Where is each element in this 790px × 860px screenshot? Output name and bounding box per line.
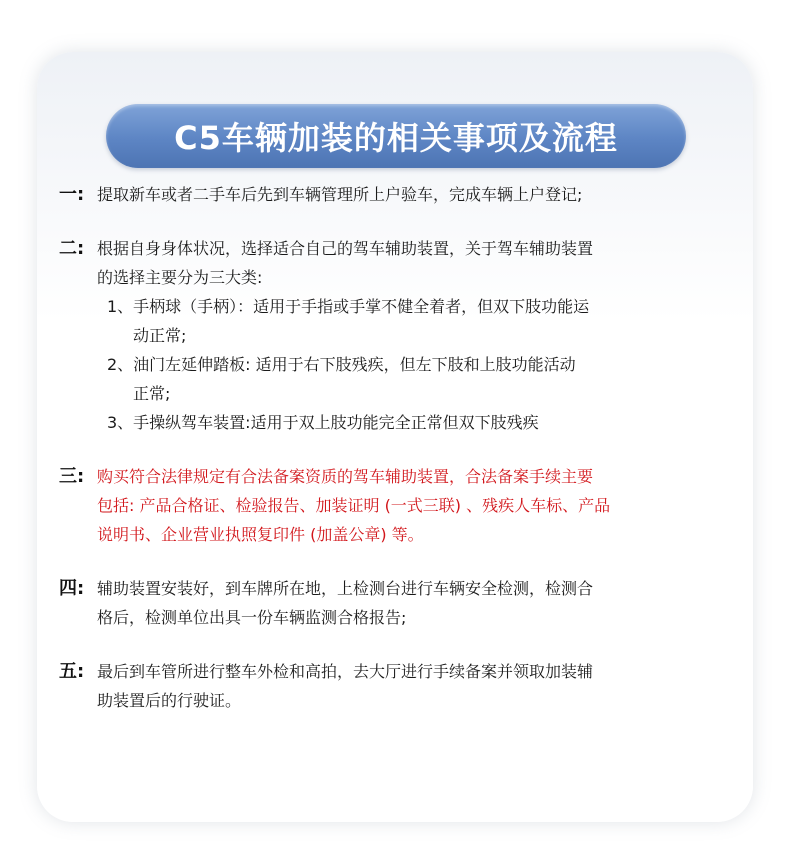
device-type-line: 3、手操纵驾车装置:适用于双上肢功能完全正常但双下肢残疾 xyxy=(107,413,539,432)
page-title: C5车辆加装的相关事项及流程 xyxy=(174,119,618,157)
section-body xyxy=(97,234,699,437)
section-4 xyxy=(59,574,699,632)
device-type-item xyxy=(97,292,699,350)
section-line: 最后到车管所进行整车外检和高拍，去大厅进行手续备案并领取加装辅 xyxy=(97,662,594,681)
section-5 xyxy=(59,657,699,715)
section-body-highlight xyxy=(97,462,699,549)
section-marker: 五: xyxy=(59,661,85,682)
section-body xyxy=(97,180,699,209)
section-marker: 三: xyxy=(59,466,85,487)
section-line: 包括: 产品合格证、检验报告、加装证明 (一式三联) 、残疾人车标、产品 xyxy=(97,496,611,515)
section-line: 说明书、企业营业执照复印件 (加盖公章) 等。 xyxy=(97,525,424,544)
section-2 xyxy=(59,234,699,437)
section-line: 购买符合法律规定有合法备案资质的驾车辅助装置，合法备案手续主要 xyxy=(97,467,594,486)
section-3 xyxy=(59,462,699,549)
instructions-list xyxy=(59,180,699,740)
device-type-item xyxy=(97,350,699,408)
device-type-line-cont: 正常; xyxy=(133,384,171,403)
section-line: 格后，检测单位出具一份车辆监测合格报告; xyxy=(97,608,407,627)
section-1 xyxy=(59,180,699,209)
device-type-line: 1、手柄球（手柄）：适用于手指或手掌不健全着者，但双下肢功能运 xyxy=(107,297,590,316)
title-banner xyxy=(106,104,686,168)
section-line: 根据自身身体状况，选择适合自己的驾车辅助装置，关于驾车辅助装置 xyxy=(97,239,594,258)
section-marker: 一: xyxy=(59,184,85,205)
section-line: 提取新车或者二手车后先到车辆管理所上户验车，完成车辆上户登记; xyxy=(97,185,583,204)
section-line: 助装置后的行驶证。 xyxy=(97,691,242,710)
device-type-line-cont: 动正常; xyxy=(133,326,187,345)
device-type-line: 2、油门左延伸踏板: 适用于右下肢残疾，但左下肢和上肢功能活动 xyxy=(107,355,576,374)
section-body xyxy=(97,657,699,715)
section-marker: 四: xyxy=(59,578,85,599)
section-line: 的选择主要分为三大类: xyxy=(97,268,263,287)
section-body xyxy=(97,574,699,632)
device-type-item xyxy=(97,408,699,437)
section-marker: 二: xyxy=(59,238,85,259)
section-line: 辅助装置安装好，到车牌所在地，上检测台进行车辆安全检测，检测合 xyxy=(97,579,594,598)
